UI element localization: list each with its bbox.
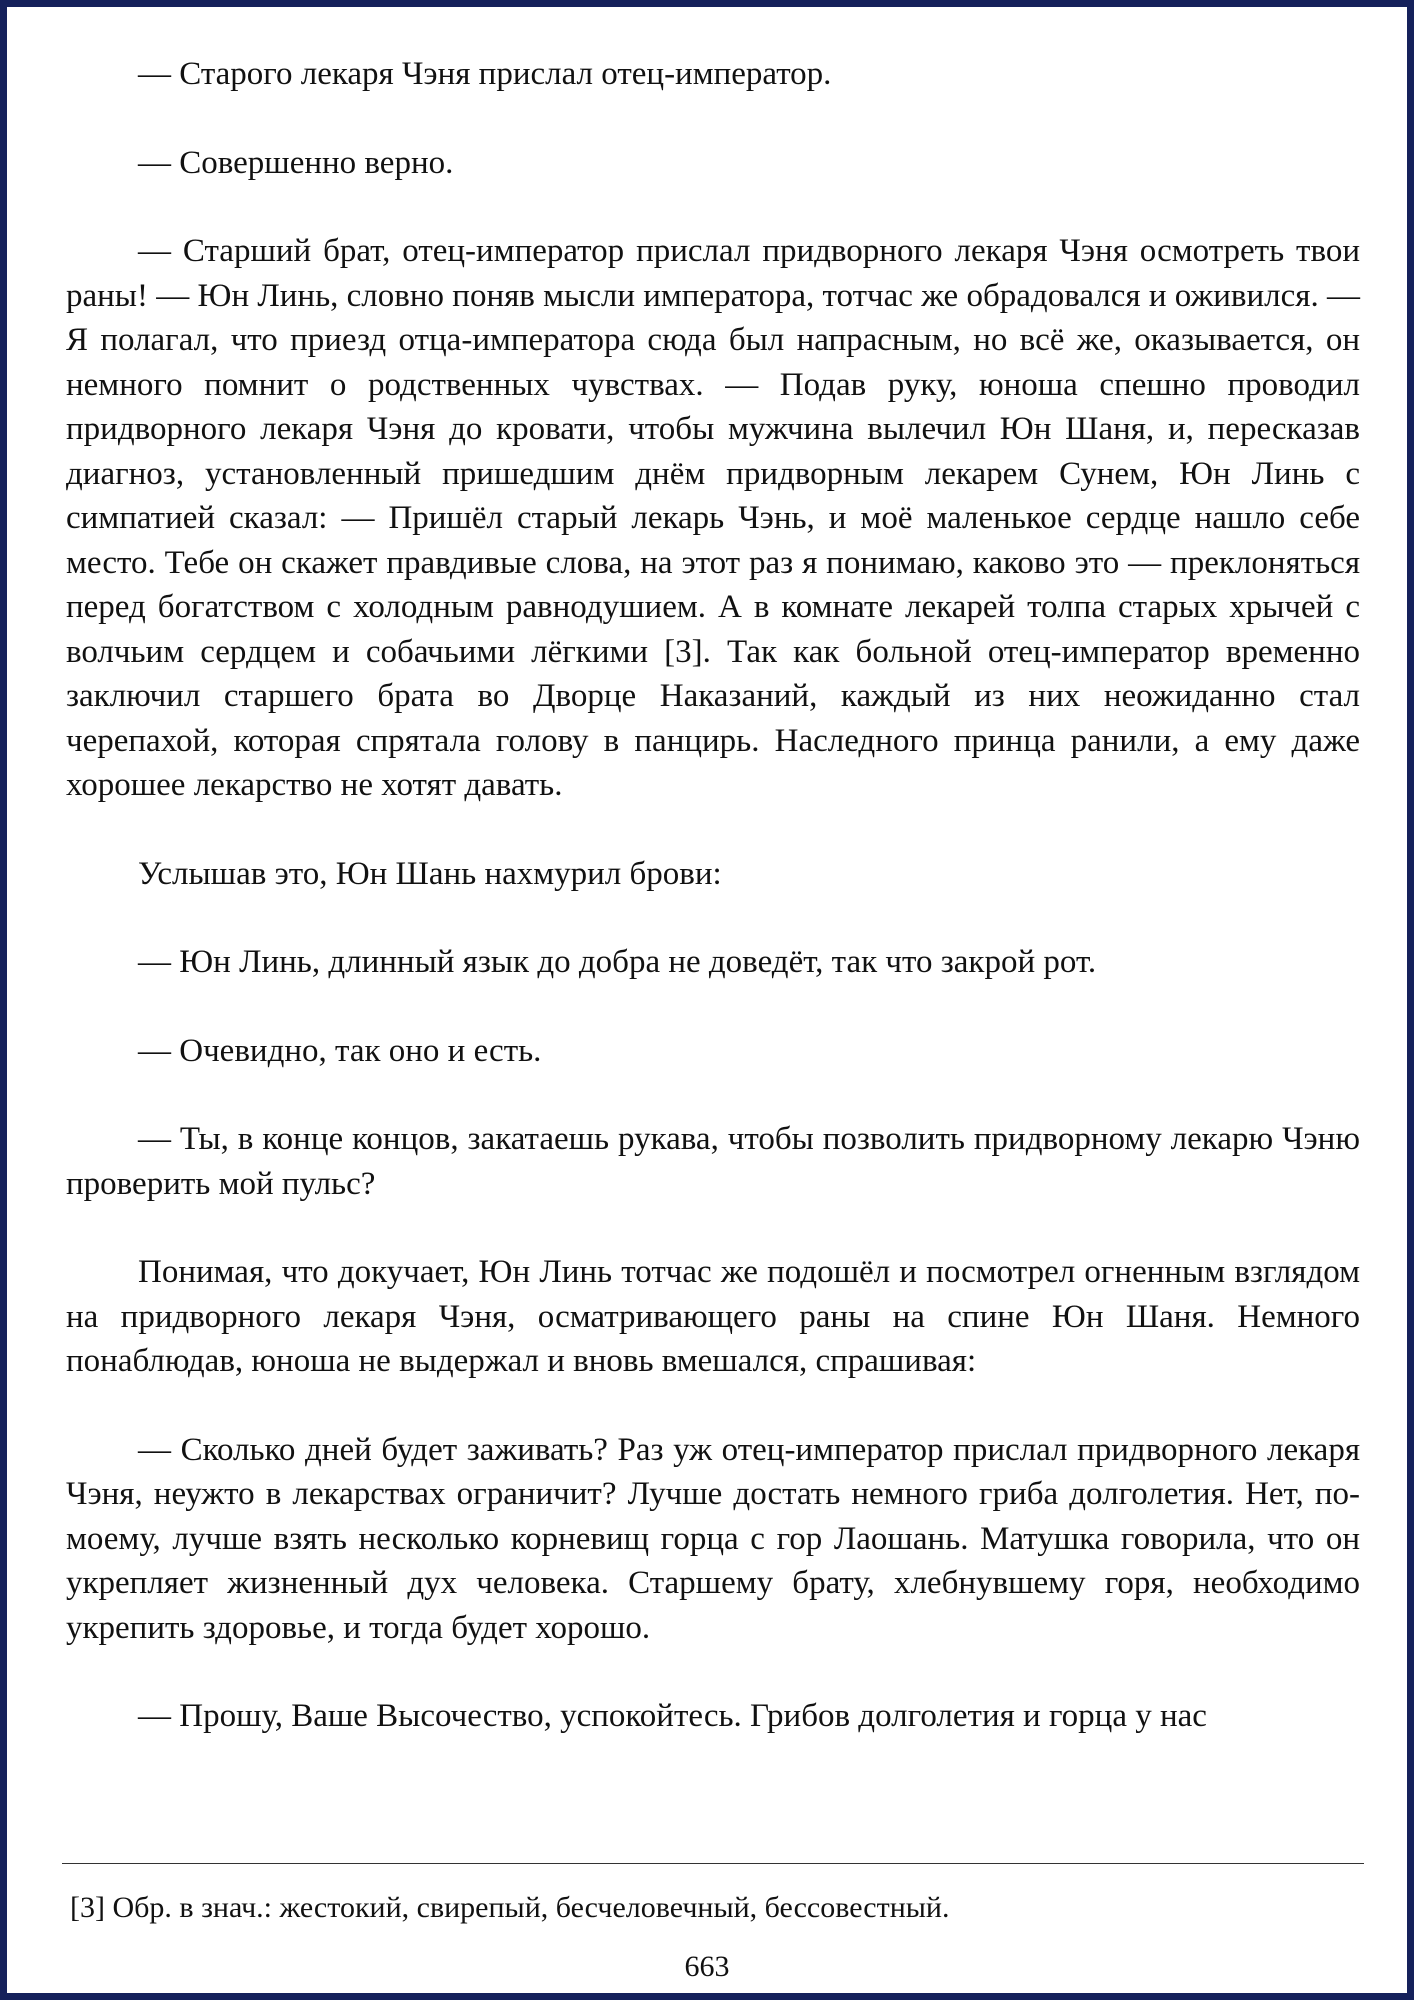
paragraph: — Старший брат, отец-император прислал придворного лекаря Чэня осмотреть твои раны! — Юн Линь, словно поняв мысли императора, тотчас же обрадовался и оживился. — Я полагал, что приезд отца-императора сюда был напрасным, но всё же, оказывается, он немного помнит о родственных чувствах. — Подав руку, юноша спешно проводил придворного лекаря Чэня до кровати, чтобы мужчина вылечил Юн Шаня, и, пересказав диагноз, установленный пришедшим днём придворным лекарем Сунем, Юн Линь с симпатией сказал: — Пришёл старый лекарь Чэнь, и моё маленькое сердце нашло себе место. Тебе он скажет правдивые слова, на этот раз я понимаю, каково это — преклоняться перед богатством с холодным равнодушием. А в комнате лекарей толпа старых хрычей с волчьим сердцем и собачьими лёгкими [3]. Так как больной отец-император временно заключил старшего брата во Дворце Наказаний, каждый из них неожиданно стал черепахой, которая спрятала голову в панцирь. Наследного принца ранили, а ему даже хорошее лекарство не хотят давать. xyxy=(66,233,1360,803)
paragraph: — Юн Линь, длинный язык до добра не доведёт, так что закрой рот. xyxy=(138,944,1097,980)
paragraph: — Ты, в конце концов, закатаешь рукава, чтобы позволить придворному лекарю Чэню проверить мой пульс? xyxy=(66,1121,1360,1202)
paragraph: — Совершенно верно. xyxy=(138,144,454,181)
paragraph: — Сколько дней будет заживать? Раз уж отец-император прислал придворного лекаря Чэня, неужто в лекарствах ограничит? Лучше достать немного гриба долголетия. Нет, по-моему, лучше взять несколько корневищ горца с гор Лаошань. Матушка говорила, что он укрепляет жизненный дух человека. Старшему брату, хлебнувшему горя, необходимо укрепить здоровье, и тогда будет хорошо. xyxy=(66,1431,1360,1646)
paragraph: Услышав это, Юн Шань нахмурил брови: xyxy=(138,855,722,892)
footnote-divider xyxy=(62,1863,1364,1864)
paragraph: — Старого лекаря Чэня прислал отец-император. xyxy=(138,56,832,92)
paragraph: — Очевидно, так оно и есть. xyxy=(138,1032,542,1069)
paragraph: — Прошу, Ваше Высочество, успокойтесь. Грибов долголетия и горца у нас xyxy=(138,1698,1207,1734)
footnote: [3] Обр. в знач.: жестокий, свирепый, бесчеловечный, бессовестный. xyxy=(70,1891,950,1924)
page-body xyxy=(66,52,1360,1739)
page-number: 663 xyxy=(684,1950,730,1983)
paragraph: Понимая, что докучает, Юн Линь тотчас же подошёл и посмотрел огненным взглядом на придворного лекаря Чэня, осматривающего раны на спине Юн Шаня. Немного понаблюдав, юноша не выдержал и вновь вмешался, спрашивая: xyxy=(66,1254,1360,1379)
